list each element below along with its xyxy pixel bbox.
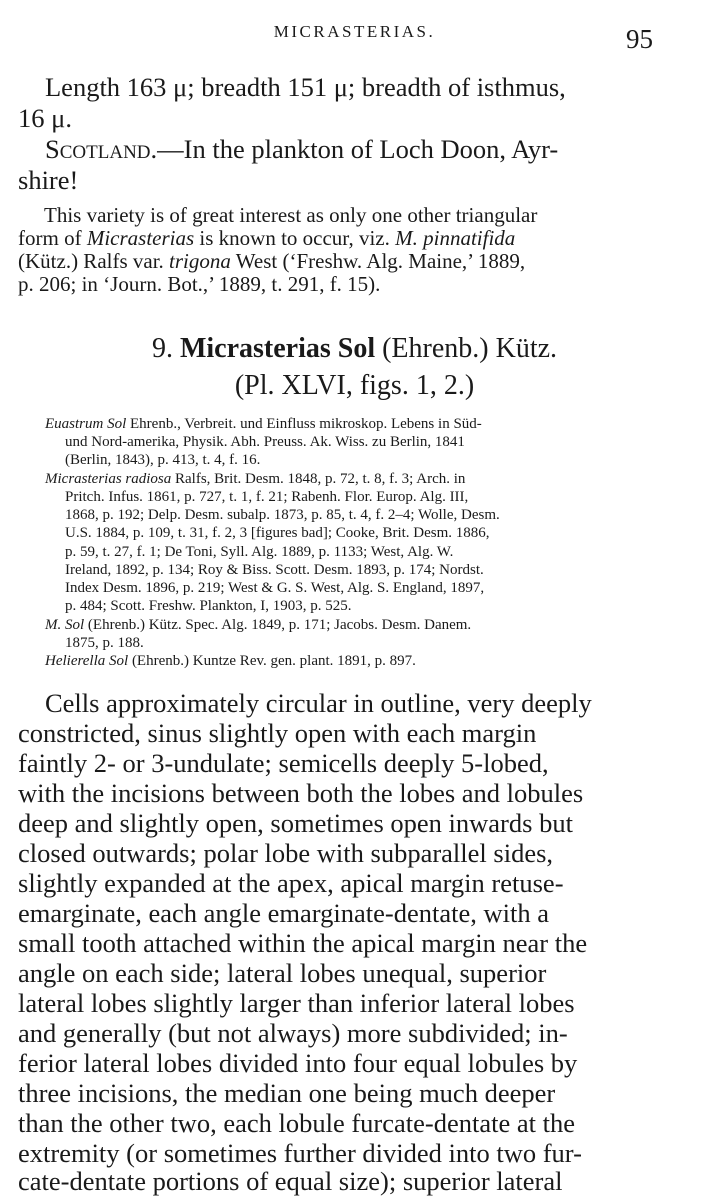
note-line-2 [18, 226, 515, 251]
description-line-8: emarginate, each angle emarginate-dentate, with a [18, 898, 549, 928]
synonym-2-line-5: p. 59, t. 27, f. 1; De Toni, Syll. Alg. 1889, p. 1133; West, Alg. W. [65, 544, 454, 560]
measurement-line-2: 16 μ. [18, 103, 72, 133]
synonym-2-line-3: 1868, p. 192; Delp. Desm. subalp. 1873, p. 85, t. 4, f. 2–4; Wolle, Desm. [65, 507, 500, 523]
synonym-3-line-2: 1875, p. 188. [65, 635, 144, 651]
synonym-2-line-2: Pritch. Infus. 1861, p. 727, t. 1, f. 21; Rabenh. Flor. Europ. Alg. III, [65, 489, 469, 505]
note-text: West (‘Freshw. Alg. Maine,’ 1889, [230, 249, 526, 273]
synonym-2-line-7: Index Desm. 1896, p. 219; West & G. S. West, Alg. S. England, 1897, [65, 580, 485, 596]
description-line-14: three incisions, the median one being much deeper [18, 1078, 556, 1108]
synonym-1-line-2: und Nord-amerika, Physik. Abh. Preuss. Ak. Wiss. zu Berlin, 1841 [65, 434, 465, 450]
synonym-citation: Ralfs, Brit. Desm. 1848, p. 72, t. 8, f. 3; Arch. in [171, 471, 466, 487]
synonym-name: Micrasterias radiosa [45, 471, 172, 487]
species-title: Micrasterias Sol [179, 333, 376, 364]
synonym-2-line-8: p. 484; Scott. Freshw. Plankton, I, 1903, p. 525. [65, 598, 352, 614]
note-line-4: p. 206; in ‘Journ. Bot.,’ 1889, t. 291, f. 15). [18, 272, 381, 296]
plate-reference: (Pl. XLVI, figs. 1, 2.) [234, 370, 475, 401]
species-authority: (Ehrenb.) Kütz. [375, 333, 558, 364]
note-text: form of [18, 226, 87, 250]
note-line-1: This variety is of great interest as only one other triangular [44, 203, 538, 227]
description-line-9: small tooth attached within the apical margin near the [18, 928, 588, 958]
description-line-2: constricted, sinus slightly open with each margin [18, 718, 537, 748]
description-line-15: than the other two, each lobule furcate-dentate at the [18, 1108, 575, 1138]
species-number: 9. [151, 333, 180, 364]
note-text: is known to occur, viz. [194, 226, 396, 250]
description-line-12: and generally (but not always) more subdivided; in- [18, 1018, 568, 1048]
description-line-17: cate-dentate portions of equal size); superior lateral [18, 1166, 563, 1196]
locality-text: —In the plankton of Loch Doon, Ayr- [157, 134, 559, 164]
variety-name: trigona [169, 249, 231, 273]
measurement-line-1: Length 163 μ; breadth 151 μ; breadth of isthmus, [45, 72, 566, 102]
synonym-2-line-4: U.S. 1884, p. 109, t. 31, f. 2, 3 [figures bad]; Cooke, Brit. Desm. 1886, [65, 525, 490, 541]
description-line-1: Cells approximately circular in outline, very deeply [45, 688, 592, 718]
synonym-name: Euastrum Sol [45, 416, 127, 432]
description-line-7: slightly expanded at the apex, apical margin retuse- [18, 868, 564, 898]
locality-line-1 [45, 134, 558, 165]
note-text: (Kütz.) Ralfs var. [18, 249, 170, 273]
synonym-name: M. Sol [45, 617, 85, 633]
synonym-1-line-1 [45, 416, 482, 433]
synonym-2-line-1 [45, 471, 465, 488]
synonym-1-line-3: (Berlin, 1843), p. 413, t. 4, f. 16. [65, 452, 261, 468]
note-line-3 [18, 249, 525, 274]
running-title: MICRASTERIAS. [273, 22, 436, 41]
locality-place: Scotland. [45, 134, 158, 164]
description-line-6: closed outwards; polar lobe with subparallel sides, [18, 838, 554, 868]
species-name: M. pinnatifida [395, 226, 516, 250]
locality-line-2: shire! [18, 165, 79, 195]
synonym-3-line-1 [45, 617, 471, 634]
synonym-citation: (Ehrenb.) Kuntze Rev. gen. plant. 1891, p. 897. [128, 653, 416, 669]
description-line-3: faintly 2- or 3-undulate; semicells deeply 5-lobed, [18, 748, 549, 778]
description-line-16: extremity (or sometimes further divided into two fur- [18, 1138, 582, 1168]
synonym-2-line-6: Ireland, 1892, p. 134; Roy & Biss. Scott. Desm. 1893, p. 174; Nordst. [65, 562, 484, 578]
description-line-5: deep and slightly open, sometimes open inwards but [18, 808, 573, 838]
description-line-13: ferior lateral lobes divided into four equal lobules by [18, 1048, 578, 1078]
genus-name: Micrasterias [86, 226, 195, 250]
description-line-4: with the incisions between both the lobes and lobules [18, 778, 584, 808]
synonym-4-line-1 [45, 653, 416, 670]
synonym-citation: (Ehrenb.) Kütz. Spec. Alg. 1849, p. 171; Jacobs. Desm. Danem. [84, 617, 472, 633]
page-number: 95 [626, 24, 653, 54]
species-heading [0, 333, 709, 365]
synonym-citation: Ehrenb., Verbreit. und Einfluss mikroskop. Lebens in Süd- [126, 416, 482, 432]
description-line-11: lateral lobes slightly larger than inferior lateral lobes [18, 988, 575, 1018]
description-line-10: angle on each side; lateral lobes unequal, superior [18, 958, 547, 988]
synonym-name: Helierella Sol [45, 653, 129, 669]
